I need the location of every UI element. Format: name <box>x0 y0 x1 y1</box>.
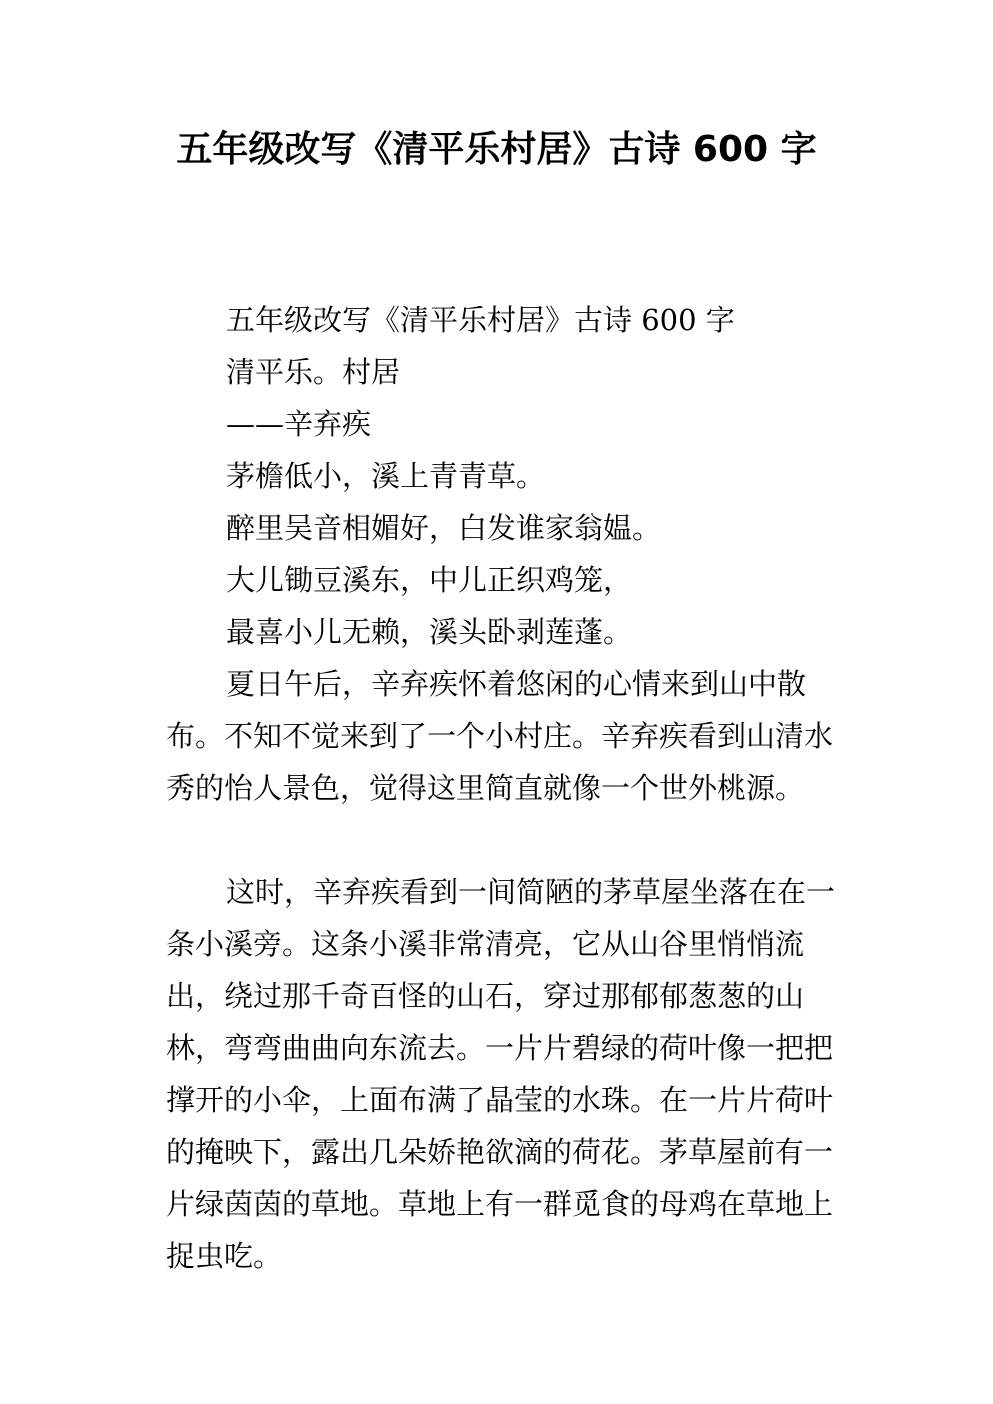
document-title: 五年级改写《清平乐村居》古诗 600 字 <box>176 129 817 170</box>
poem-verse-line: 大儿锄豆溪东，中儿正织鸡笼， <box>226 563 633 597</box>
body-paragraph: 夏日午后，辛弃疾怀着悠闲的心情来到山中散布。不知不觉来到了一个小村庄。辛弃疾看到山清水秀的怡人景色，觉得这里简直就像一个世外桃源。 <box>166 667 834 805</box>
poem-author-line: ——辛弃疾 <box>226 407 372 441</box>
poem-title-line: 清平乐。村居 <box>226 355 401 389</box>
poem-verse-line: 最喜小儿无赖，溪头卧剥莲蓬。 <box>226 615 633 649</box>
paragraph-spacer <box>166 814 846 866</box>
poem-verse-line: 茅檐低小，溪上青青草。 <box>226 459 546 493</box>
document-body <box>166 294 846 1282</box>
poem-heading-line: 五年级改写《清平乐村居》古诗 600 字 <box>226 303 735 337</box>
body-paragraph: 这时，辛弃疾看到一间简陋的茅草屋坐落在在一条小溪旁。这条小溪非常清亮，它从山谷里悄悄流出，绕过那千奇百怪的山石，穿过那郁郁葱葱的山林，弯弯曲曲向东流去。一片片碧绿的荷叶像一把把撑开的小伞，上面布满了晶莹的水珠。在一片片荷叶的掩映下，露出几朵娇艳欲滴的荷花。茅草屋前有一片绿茵茵的草地。草地上有一群觅食的母鸡在草地上捉虫吃。 <box>166 875 836 1273</box>
poem-verse-line: 醉里吴音相媚好，白发谁家翁媪。 <box>226 511 662 545</box>
